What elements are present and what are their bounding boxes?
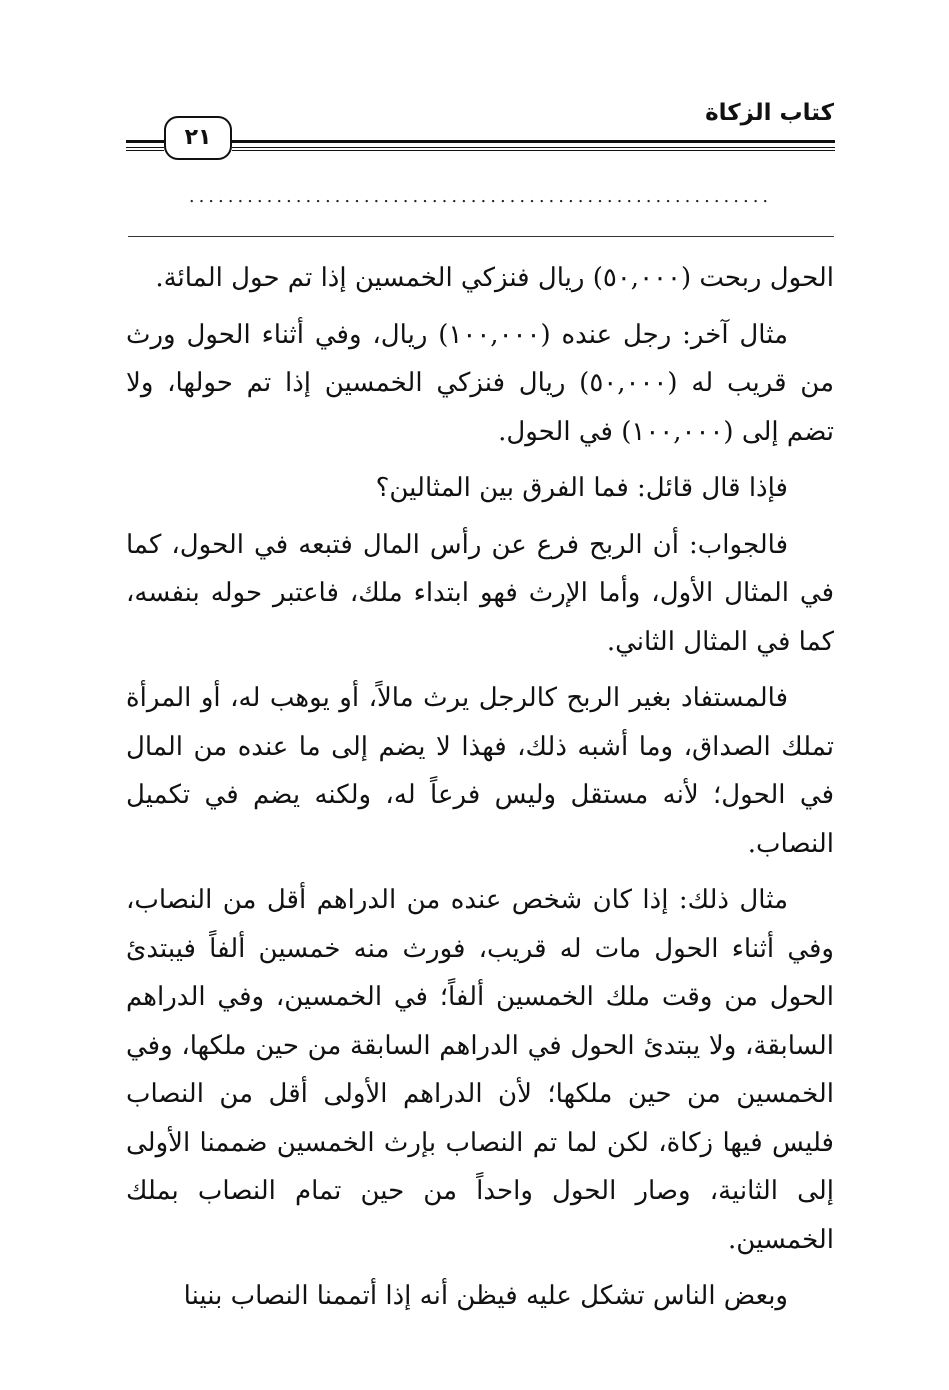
content-top-rule <box>128 236 834 237</box>
header-rule-left-bottom <box>126 150 164 151</box>
header-rule-right <box>232 140 835 148</box>
paragraph: الحول ربحت (٥٠,٠٠٠) ريال فنزكي الخمسين إذا تم حول المائة. <box>155 263 834 293</box>
paragraph: وبعض الناس تشكل عليه فيظن أنه إذا أتممنا النصاب بنينا <box>183 1281 788 1311</box>
paragraph: مثال آخر: رجل عنده (١٠٠,٠٠٠) ريال، وفي أثناء الحول ورث من قريب له (٥٠,٠٠٠) ريال فنزكي الخمسين إذا تم حولها، ولا تضم إلى (١٠٠,٠٠٠) في الحول. <box>126 319 834 447</box>
paragraph: مثال ذلك: إذا كان شخص عنده من الدراهم أقل من النصاب، وفي أثناء الحول مات له قريب، فورث منه خمسين ألفاً فيبتدئ الحول من وقت ملك الخمسين ألفاً؛ في الخمسين، وفي الدراهم السابقة، ولا يبتدئ الحول في الدراهم السابقة من حين ملكها، وفي الخمسين من حين ملكها؛ لأن الدراهم الأولى أقل من النصاب فليس فيها زكاة، لكن لما تم النصاب بإرث الخمسين ضممنا الأولى إلى الثانية، وصار الحول واحداً من حين تمام النصاب بملك الخمسين. <box>126 885 834 1255</box>
book-title: كتاب الزكاة <box>705 100 834 126</box>
paragraph: فالمستفاد بغير الربح كالرجل يرث مالاً، أو يوهب له، أو المرأة تملك الصداق، وما أشبه ذلك، فهذا لا يضم إلى ما عنده من المال في الحول؛ لأنه مستقل وليس فرعاً له، ولكنه يضم في تكميل النصاب. <box>126 683 834 859</box>
paragraph: فالجواب: أن الربح فرع عن رأس المال فتبعه في الحول، كما في المثال الأول، وأما الإرث فهو ابتداء ملك، فاعتبر حوله بنفسه، كما في المثال الثاني. <box>126 529 834 657</box>
dotted-separator: ............................................................ <box>188 186 773 207</box>
page-header <box>0 0 949 170</box>
header-rule-right-bottom <box>232 150 835 151</box>
paragraph: فإذا قال قائل: فما الفرق بين المثالين؟ <box>375 473 788 503</box>
header-rule-left <box>126 140 164 148</box>
page-number: ٢١ <box>164 116 232 160</box>
page-body <box>126 254 834 1329</box>
